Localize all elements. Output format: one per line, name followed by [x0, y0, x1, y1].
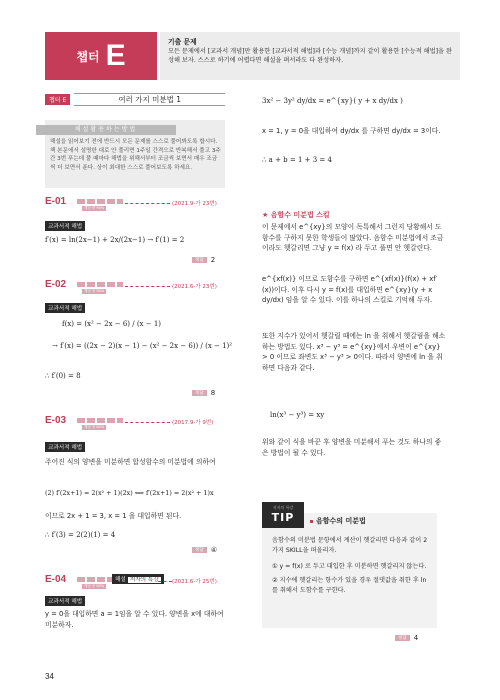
solution-text: 이므로 2x + 1 = 3, x = 1 을 대입하면 된다. — [45, 512, 182, 520]
method-tag — [45, 442, 85, 452]
intro-text: 모든 문제에서 [교과서 개념]만 활용한 [교과서적 해법]과 [수능 개념]까지 같이 활용한 [수능적 해법]을 완성해 보자. 스스로 하기에 어렵다면 해설을 펴서라도 다 완성하자. — [168, 48, 452, 65]
problem-number: E-03 — [45, 415, 67, 426]
answer-value: ④ — [210, 546, 217, 554]
difficulty-caption: 개념 중 90% — [84, 206, 105, 210]
skill-paragraph: 또한 지수가 있어서 헷갈릴 때에는 ln 을 취해서 헷갈림을 해소하는 방법도 있다. x³ − y³ = e^{xy}에서 우변이 e^{xy} > 0 이므로 좌변도 x³ − y³ > 0이다. 따라서 양변에 ln 을 취하면 다음과 같다. — [262, 332, 446, 372]
method-tag — [45, 221, 85, 231]
solution-guide-header: 해설활용하는방법 — [36, 125, 176, 135]
log-equation: ln(x³ − y³) = xy — [270, 411, 325, 419]
lecture-tag — [112, 574, 164, 584]
tip-badge — [262, 502, 304, 528]
difficulty-bar — [77, 282, 123, 287]
divider — [125, 422, 170, 423]
problem-source: (2021.9-가 23번) — [172, 201, 217, 207]
lecture-tag-sub: 저자의 특강 — [129, 577, 159, 583]
method-tag — [45, 596, 85, 606]
problem-source: (2017.9-가 9번) — [172, 420, 214, 426]
difficulty-caption: 개념 중 80% — [84, 425, 105, 429]
answer-label: 정답 — [192, 390, 207, 396]
answer — [192, 389, 215, 397]
skill-paragraph: 위와 같이 식을 바꾼 후 양변을 미분해서 푸는 것도 하나의 좋은 방법이 될 수 있다. — [262, 438, 442, 457]
function-definition: f(x) = (x² − 2x − 6) / (x − 1) — [62, 320, 162, 328]
tip-box-item: ① y = f(x) 로 두고 대입한 후 미분하면 헷갈리지 않는다. — [272, 563, 427, 570]
section-title-bar — [45, 93, 225, 105]
answer — [192, 546, 217, 554]
answer-label: 정답 — [395, 635, 410, 641]
problem-number: E-01 — [45, 196, 67, 207]
lecture-tag-label: 해설 — [115, 577, 126, 583]
problem-source: (2021.6-가 23번) — [172, 284, 217, 290]
result-line: ∴ a + b = 1 + 3 = 4 — [262, 156, 332, 164]
intro-box — [160, 32, 460, 80]
difficulty-caption: 개념 중 60% — [84, 584, 105, 588]
answer — [395, 634, 418, 642]
answer-label: 정답 — [192, 257, 207, 263]
derivative-equation: 3x² − 3y² dy/dx = e^{xy}( y + x dy/dx ) — [262, 97, 403, 105]
tip-box-text: 음함수의 미분법 문항에서 계산이 헷갈리면 다음과 같이 2가지 SKILL을 떠올리자. — [272, 537, 428, 554]
skill-paragraph: 이 문제에서 e^{xy}의 모양이 독특해서 그런지 당황해서 도함수를 구하지 못한 학생들이 많았다. 음함수 미분법에서 조금이라도 헷갈리면 그냥 y = f(x) 라 두고 풀면 안 헷갈린다. — [262, 223, 444, 253]
method-tag-label: 교과서적 해법 — [48, 306, 83, 312]
result-line: ∴ f′(0) = 8 — [45, 372, 81, 380]
tip-box-item: ② 지수에 헷갈리는 항수가 있을 경우 절댓값을 취한 후 ln 를 취해서 도함수를 구한다. — [272, 577, 427, 594]
solution-equation: f′(x) = ln(2x−1) + 2x/(2x−1) → f′(1) = 2 — [45, 236, 185, 244]
method-tag-label: 교과서적 해법 — [48, 224, 83, 230]
problem-number: E-02 — [45, 279, 67, 290]
answer-value: 4 — [413, 634, 419, 642]
answer-value: 8 — [210, 389, 216, 397]
skill-paragraph: e^{xf(x)} 이므로 도함수를 구하면 e^{xf(x)}(f(x) + xf′(x))이다. 이후 다시 y = f(x)를 대입하면 e^{xy}(y + x dy/dx) 임을 알 수 있다. 이를 하나의 스킬로 기억해 두자. — [262, 275, 438, 305]
tip-box-title: 음함수의 미분법 — [310, 516, 366, 526]
chapter-letter: E — [105, 39, 126, 72]
method-tag — [45, 303, 85, 313]
derivative-expression: → f′(x) = ((2x − 2)(x − 1) − (x² − 2x − 6)) / (x − 1)² — [52, 342, 233, 350]
chapter-tab — [45, 32, 157, 80]
chapter-label: 챕터 — [76, 49, 100, 64]
divider — [125, 286, 170, 287]
difficulty-bar — [77, 199, 123, 204]
section-title: 여러 가지 미분법 1 — [74, 93, 225, 106]
solution-equation: (2) f′(2x+1) = 2(x² + 1)(2x) ⟺ f′(2x+1) = 2(x² + 1)x — [45, 489, 214, 497]
difficulty-caption: 개념 중 90% — [84, 289, 105, 293]
divider — [125, 203, 170, 204]
difficulty-bar — [77, 418, 123, 423]
tip-badge-label: TIP — [271, 511, 295, 524]
section-badge: 챕터 E — [45, 94, 70, 105]
divider — [158, 581, 172, 582]
intro-title: 기출 문제 — [168, 38, 197, 46]
solution-text: 주어진 식의 양변을 미분하면 합성함수의 미분법에 의하여 — [45, 458, 216, 466]
problem-source: (2021.6-가 25번) — [172, 579, 217, 585]
result-line: ∴ f′(3) = 2(2)(1) = 4 — [45, 531, 116, 539]
skill-title: ★ 음함수 미분법 스킬 — [262, 211, 330, 219]
tip-badge-caption: 저자의 특강 — [272, 505, 294, 510]
method-tag-label: 교과서적 해법 — [48, 599, 83, 605]
answer — [192, 256, 215, 264]
solution-text: y = 0을 대입하면 a = 1임을 알 수 있다. 양변을 x에 대하여 미분하자. — [45, 610, 224, 629]
method-tag-label: 교과서적 해법 — [48, 445, 83, 451]
page-number: 34 — [45, 672, 54, 681]
solution-guide-text: 해설을 읽어보기 전에 반드시 모든 문제를 스스로 풀어봐도록 합시다. 책 본문에서 설명한 대로 안 풀리면 1주일 간격으로 반복해서 풀고 3주간 3번 푸는데 풀 때마다 해법을 위해서부터 조금씩 보면서 매우 조금씩 더 보면서 푼다. 상이 최대한 스스로 풀어보도록 하세요. — [50, 139, 221, 171]
answer-value: 2 — [210, 256, 216, 264]
substitution-text: x = 1, y = 0을 대입하여 dy/dx 를 구하면 dy/dx = 3이다. — [262, 127, 441, 135]
answer-label: 정답 — [192, 547, 207, 553]
problem-number: E-04 — [45, 574, 67, 585]
